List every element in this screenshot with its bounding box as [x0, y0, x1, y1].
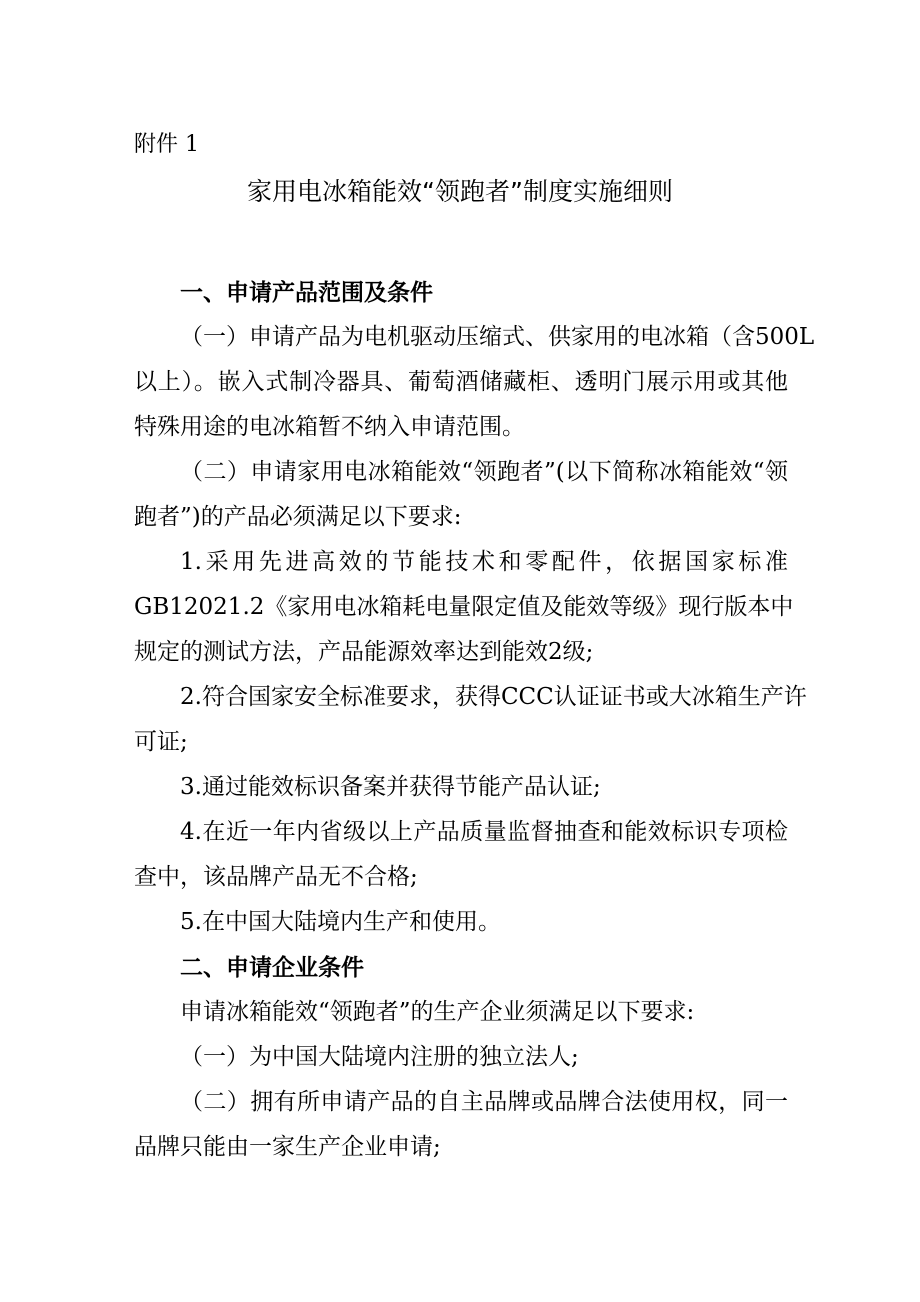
paragraph-line: 2.符合国家安全标准要求，获得CCC认证证书或大冰箱生产许: [180, 684, 807, 710]
paragraph-line: GB12021.2《家用电冰箱耗电量限定值及能效等级》现行版本中: [134, 594, 794, 620]
paragraph-line: 1.采用先进高效的节能技术和零配件，依据国家标准: [180, 549, 788, 575]
attachment-label: 附件 1: [134, 132, 199, 157]
paragraph-line: 4.在近一年内省级以上产品质量监督抽查和能效标识专项检: [180, 819, 788, 845]
paragraph-line: 规定的测试方法，产品能源效率达到能效2级;: [134, 639, 594, 665]
paragraph-line: 5.在中国大陆境内生产和使用。: [180, 909, 501, 935]
section-heading-1: 一、申请产品范围及条件: [180, 280, 433, 306]
paragraph-line: 品牌只能由一家生产企业申请;: [134, 1134, 441, 1160]
paragraph-line: 特殊用途的电冰箱暂不纳入申请范围。: [134, 414, 525, 440]
paragraph-line: （二）拥有所申请产品的自主品牌或品牌合法使用权，同一: [180, 1089, 788, 1115]
paragraph-line: 可证;: [134, 729, 188, 755]
paragraph-line: （一）申请产品为电机驱动压缩式、供家用的电冰箱（含500L: [180, 324, 815, 350]
paragraph-line: 以上）。嵌入式制冷器具、葡萄酒储藏柜、透明门展示用或其他: [134, 369, 788, 395]
document-title: 家用电冰箱能效“领跑者”制度实施细则: [247, 177, 673, 206]
paragraph-line: 3.通过能效标识备案并获得节能产品认证;: [180, 774, 601, 800]
paragraph-line: （一）为中国大陆境内注册的独立法人;: [180, 1044, 579, 1070]
paragraph-line: （二）申请家用电冰箱能效“领跑者”(以下简称冰箱能效“领: [180, 459, 788, 485]
paragraph-line: 跑者”)的产品必须满足以下要求:: [134, 504, 462, 530]
paragraph-line: 查中，该品牌产品无不合格;: [134, 864, 418, 890]
section-heading-2: 二、申请企业条件: [180, 955, 364, 981]
paragraph-line: 申请冰箱能效“领跑者”的生产企业须满足以下要求:: [180, 999, 695, 1025]
